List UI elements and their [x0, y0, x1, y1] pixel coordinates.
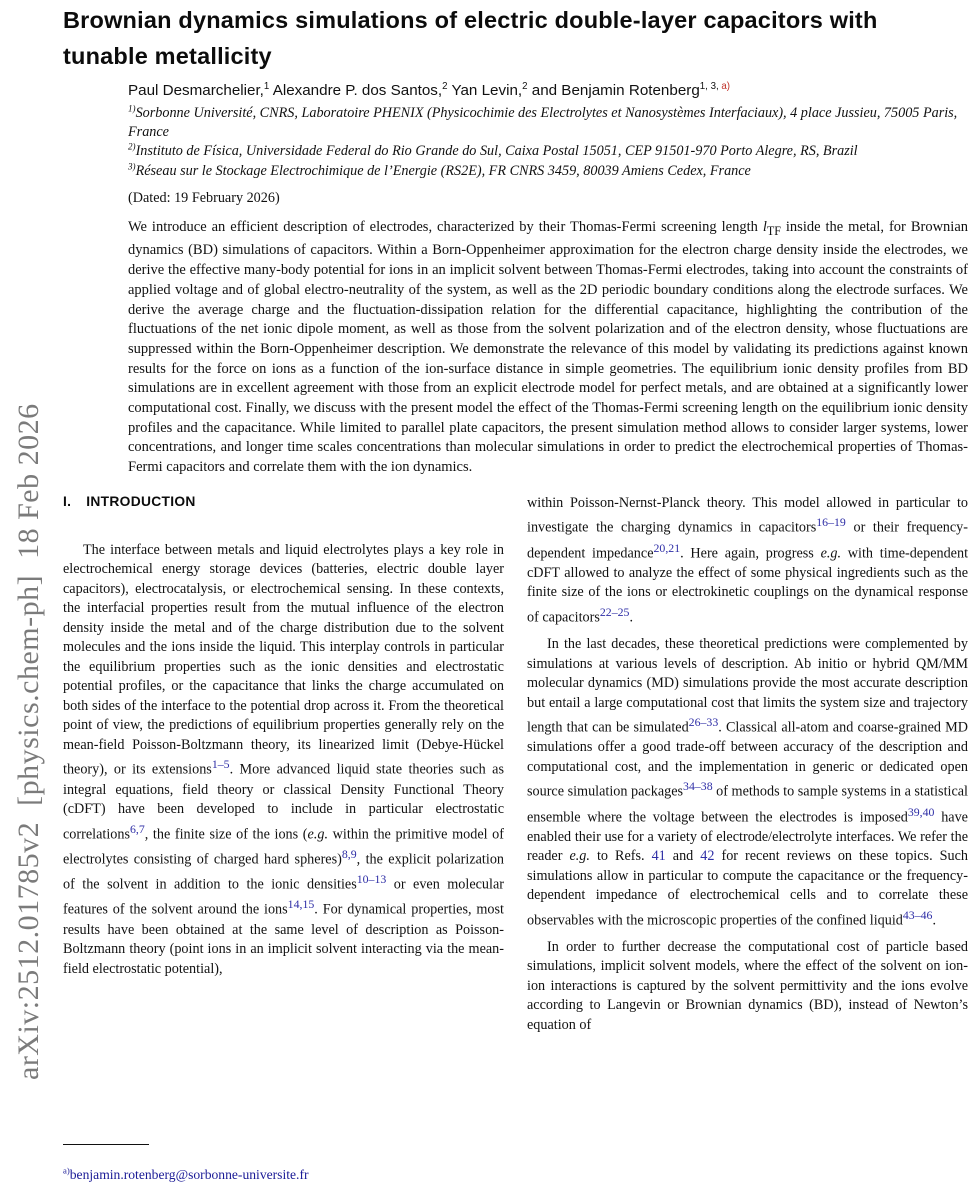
dated-line: (Dated: 19 February 2026) — [128, 189, 280, 206]
text-run: . — [629, 609, 633, 626]
script-text: 2 — [522, 80, 528, 92]
text-run: e.g. — [307, 826, 329, 843]
text-run: and Benjamin Rotenberg — [527, 82, 700, 99]
text-run: Sorbonne Université, CNRS, Laboratoire PHENIX (Physicochimie des Electrolytes et Nanosystèmes Interfaciaux), 4 place Jussieu, 75005 Paris, France — [128, 105, 958, 141]
text-run: In the last decades, these theoretical predictions were complemented by simulations at various levels of description. Ab initio or hybrid QM/MM molecular dynamics (MD) simulations provide the most accurate description but entail a large computational cost that limits the system size and trajectory length that can be simulated — [527, 636, 968, 736]
text-run: or their frequency-dependent impedance — [527, 520, 968, 562]
corresponding-email-link[interactable]: benjamin.rotenberg@sorbonne-universite.fr — [69, 1167, 309, 1182]
paper-title: Brownian dynamics simulations of electric double-layer capacitors with tunable metallicity — [63, 7, 878, 69]
text-run: e.g. — [820, 545, 842, 562]
footnote-block — [63, 1144, 504, 1183]
text-run: e.g. — [569, 848, 590, 865]
intro-paragraph-2 — [527, 635, 968, 931]
citation-ref[interactable]: 14,15 — [287, 897, 315, 912]
script-text: TF — [766, 223, 781, 238]
citation-ref[interactable]: 6,7 — [129, 821, 145, 836]
author-line — [128, 81, 968, 101]
text-run: and — [665, 848, 701, 865]
text-run: Réseau sur le Stockage Electrochimique de l’Energie (RS2E), FR CNRS 3459, 80039 Amiens Cedex, France — [135, 162, 751, 179]
text-run: inside the metal, for Brownian dynamics (BD) simulations of capacitors. Within a Born-Oppenheimer approximation for the electron charge density inside the electrodes, we derive the effective many-body potential for ions in an implicit solvent between Thomas-Fermi electrodes, taking into account the constraints of applied voltage and of global electro-neutrality of the system, as well as the 2D periodic boundary conditions along the electrode surfaces. We derive the average charge and the fluctuation-dissipation relation for the differential capacitance, highlighting the contribution of the fluctuations of the net ionic dipole moment, as well as those from the solvent polarization and of the electron density, whose fluctuations are suppressed within the Born-Oppenheimer description. We demonstrate the relevance of this model by validating its predictions against known results for the force on ions as a function of the ion-surface distance in simple geometries. The equilibrium ionic density profiles from BD simulations are in excellent agreement with those from an explicit electrode model for perfect metals, and are obtained at a significantly lower computational cost. Finally, we discuss with the present model the effect of the Thomas-Fermi screening length on the equilibrium ionic density profiles and the capacitance. While limited to parallel plate capacitors, the present simulation method allows to consider larger systems, lower concentrations, and longer time scales concentrations than molecular simulations in order to predict the electrochemical properties of Thomas-Fermi capacitors and correlate them with the ion dynamics. — [128, 218, 968, 476]
citation-ref[interactable]: 39,40 — [907, 804, 935, 819]
text-run: within Poisson-Nernst-Planck theory. This model allowed in particular to investigate the charging dynamics in capacitors — [527, 494, 968, 537]
text-run: l — [762, 218, 767, 235]
text-run: with time-dependent cDFT allowed to analyze the effect of some physical ingredients such as the finite size of the ions or electrokinetic couplings on the dynamical response of capacitors — [527, 545, 969, 626]
citation-ref[interactable]: 34–38 — [683, 779, 713, 794]
text-run: Paul Desmarchelier, — [128, 82, 264, 99]
citation-ref[interactable]: 10–13 — [356, 872, 387, 887]
citation-ref[interactable]: 42 — [700, 848, 715, 865]
text-run: . Classical all-atom and coarse-grained MD simulations offer a good trade-off between accuracy of the description and computational cost, and the implementation in generic or dedicated open source simulation packages — [527, 719, 968, 801]
citation-ref[interactable]: 8,9 — [341, 846, 357, 861]
text-run: Instituto de Física, Universidade Federal do Rio Grande do Sul, Caixa Postal 15051, CEP 91501-970 Porto Alegre, RS, Brazil — [135, 143, 858, 160]
citation-ref[interactable]: 22–25 — [599, 604, 630, 619]
script-text: 1, 3, — [699, 80, 722, 92]
footnote-marker: a) — [63, 1165, 70, 1176]
text-run: . Here again, progress — [680, 545, 821, 562]
citation-ref[interactable]: 16–19 — [816, 515, 846, 530]
text-run: Alexandre P. dos Santos, — [269, 82, 443, 99]
text-run: In order to further decrease the computational cost of particle based simulations, implicit solvent models, where the effect of the solvent on ion-ion interactions is captured by the solvent permittivity and the ions evolve according to Langevin or Brownian dynamics (BD), instead of Newton’s equation of — [527, 938, 968, 1033]
intro-paragraph-1-continued — [527, 494, 968, 628]
paper-content — [63, 0, 968, 1042]
citation-ref[interactable]: 1–5 — [211, 757, 230, 772]
section-number: I. — [63, 493, 72, 509]
citation-ref[interactable]: 20,21 — [653, 540, 681, 555]
text-run: , the finite size of the ions ( — [144, 826, 308, 843]
script-text: 2) — [128, 141, 136, 152]
script-text: 3) — [128, 160, 136, 171]
section-heading-introduction — [63, 494, 504, 509]
affiliation-1 — [128, 104, 968, 142]
affiliation-2 — [128, 142, 968, 161]
text-run: . For dynamical properties, most results have been obtained at the same level of description as Poisson-Boltzmann theory (point ions in an implicit solvent interacting via the mean-field electrostatic potential), — [63, 902, 504, 977]
citation-ref[interactable]: 43–46 — [902, 907, 933, 922]
abstract — [128, 218, 968, 478]
text-run: We introduce an efficient description of electrodes, characterized by their Thomas-Fermi screening length — [128, 218, 763, 235]
citation-ref[interactable]: 26–33 — [688, 715, 719, 730]
text-run: for recent reviews on these topics. Such simulations allow in particular to compute the capacitance or the frequency-dependent impedance of electrochemical cells and to correlate these observables with the microscopic properties of the confined liquid — [527, 848, 969, 929]
citation-ref[interactable]: 41 — [651, 848, 666, 865]
script-text: 2 — [442, 80, 448, 92]
section-title: INTRODUCTION — [86, 493, 196, 509]
intro-paragraph-3 — [527, 938, 968, 1036]
right-column — [527, 494, 968, 1043]
left-column — [63, 494, 504, 1043]
affiliation-3 — [128, 162, 968, 181]
script-text: 1) — [128, 103, 136, 114]
text-run: . — [932, 912, 936, 929]
text-run: The interface between metals and liquid electrolytes plays a key role in electrochemical energy storage devices (batteries, electric double layer capacitors), electrocatalysis, or electrochemical sensing. In these contexts, the interfacial properties result from the mutual influence of the electron density inside the metal and of the charge distribution due to the solvent molecules and the ions inside the liquid. This interplay controls in particular the equilibrium properties such as the ionic densities and electrostatic potential profiles, or the capacitance that links the charge accumulated on both sides of the interface to the potential drop across it. From the theoretical point of view, the predictions of equilibrium properties generally rely on the mean-field Poisson-Boltzmann theory, its linearized limit (Debye-Hückel theory), or its extensions — [63, 541, 504, 779]
arxiv-watermark: arXiv:2512.01785v2 [physics.chem-ph] 18 Feb 2026 — [12, 403, 45, 1080]
corresponding-author-mark: a) — [721, 80, 731, 92]
text-run: have enabled their use for a variety of electrode/electrolyte interfaces. We refer the reader — [527, 809, 968, 865]
script-text: 1 — [263, 80, 270, 92]
text-run: of methods to sample systems in a statistical ensemble where the voltage between the electrodes is imposed — [527, 784, 968, 826]
corresponding-author-footnote — [63, 1166, 504, 1183]
text-run: within the primitive model of electrolytes consisting of charged hard spheres) — [63, 826, 504, 868]
text-run: or even molecular features of the solvent around the ions — [63, 876, 504, 919]
footnote-rule — [63, 1144, 149, 1145]
text-run: to Refs. — [589, 848, 652, 865]
two-column-body — [63, 494, 968, 1043]
text-run: , the explicit polarization of the solvent in addition to the ionic densities — [63, 851, 505, 893]
intro-paragraph-1 — [63, 541, 504, 979]
affiliation-list — [128, 104, 968, 181]
text-run: . More advanced liquid state theories such as integral equations, field theory or classical Density Functional Theory (cDFT) have been developed to include in particular electrostatic correlations — [63, 762, 504, 843]
text-run: Yan Levin, — [447, 82, 523, 99]
